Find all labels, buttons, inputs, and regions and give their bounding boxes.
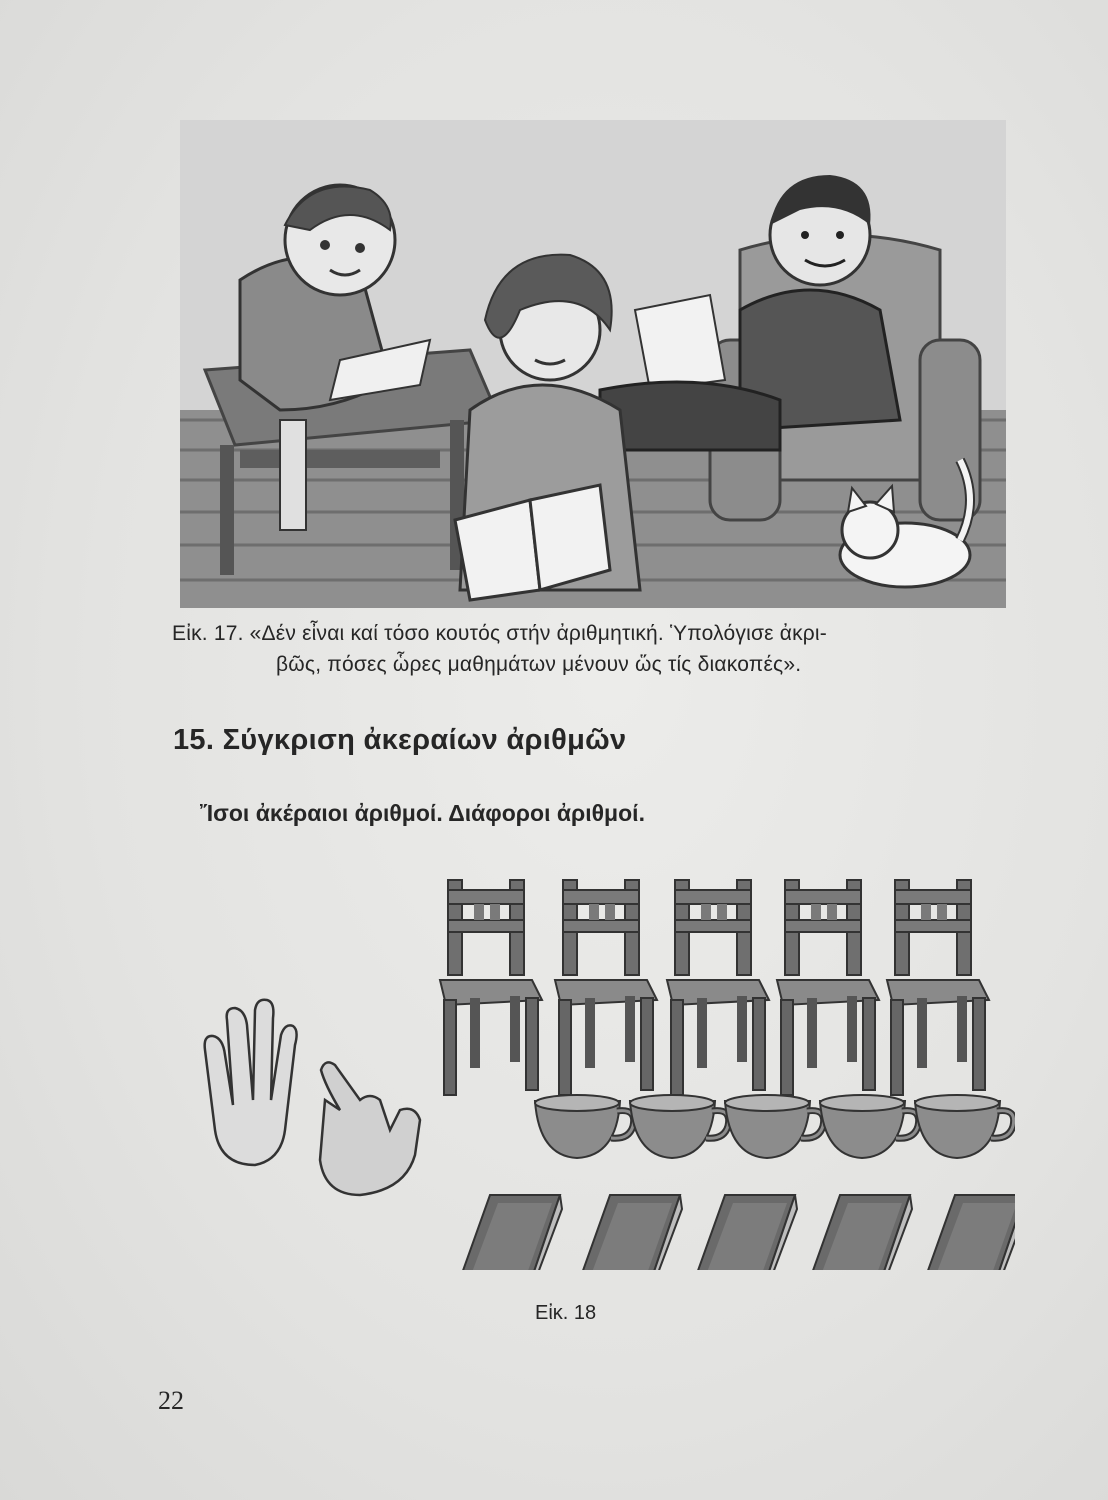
chair [777,880,879,1095]
caption-line: Εἰκ. 17. «Δέν εἶναι καί τόσο κουτός στήν ἀριθμητική. Ὑπολόγισε ἀκρι- [172,622,827,645]
section-title: 15. Σύγκριση ἀκεραίων ἀριθμῶν [173,724,627,756]
chair [667,880,769,1095]
chair [555,880,657,1095]
cup [535,1095,634,1158]
hands [205,1000,420,1195]
comparison-illustration [175,860,1015,1270]
caption-line: βῶς, πόσες ὧρες μαθημάτων μένουν ὥς τίς διακοπές». [276,653,802,676]
book [450,1195,562,1270]
book [685,1195,797,1270]
section-subtitle: Ἴσοι ἀκέραιοι ἀριθμοί. Διάφοροι ἀριθμοί. [200,800,645,826]
figure-17-caption [172,618,1012,680]
book [570,1195,682,1270]
chair [440,880,542,1095]
cup [820,1095,919,1158]
figure-18-caption: Εἰκ. 18 [535,1302,597,1324]
cup [915,1095,1014,1158]
book [800,1195,912,1270]
family-illustration [180,120,1006,608]
book [915,1195,1015,1270]
cup [725,1095,824,1158]
chair [887,880,989,1095]
page-number: 22 [158,1386,184,1415]
cup [630,1095,729,1158]
